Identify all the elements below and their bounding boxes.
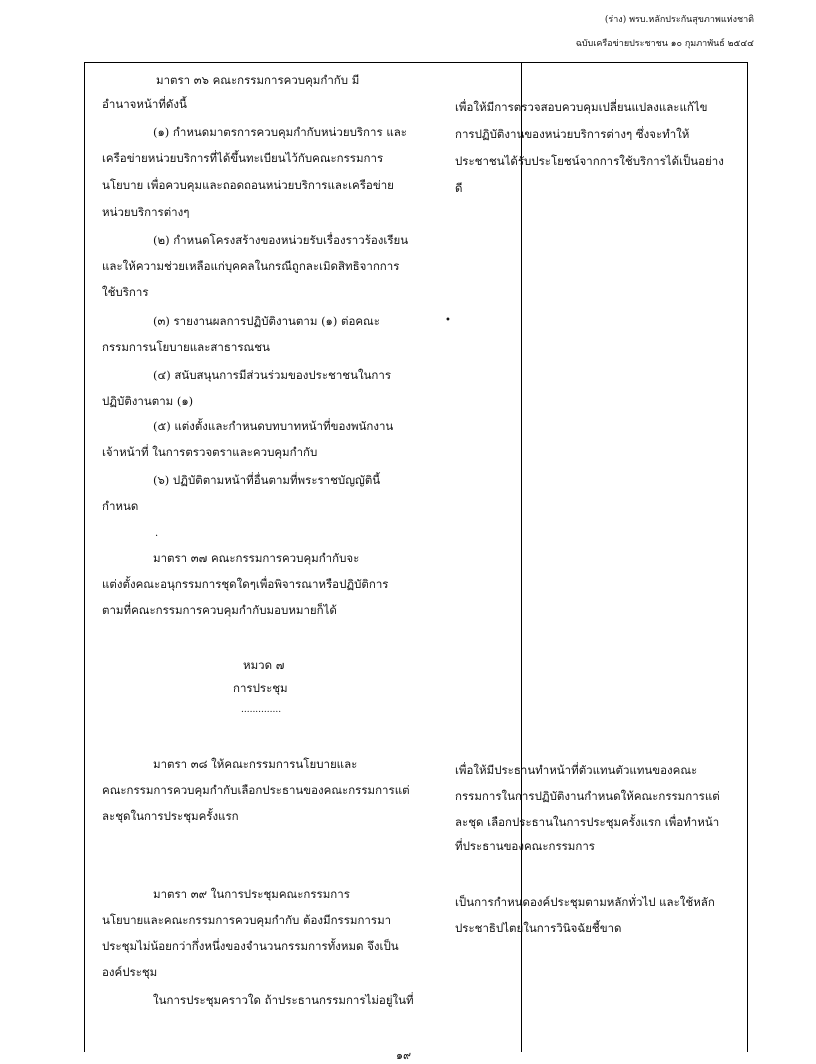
- rationale-36-line-4: ดี: [455, 181, 463, 195]
- page-number: ๑๙: [396, 1049, 412, 1062]
- item-4-line-2: ปฏิบัติงานตาม (๑): [102, 394, 194, 408]
- item-2-line-2: และให้ความช่วยเหลือแก่บุคคลในกรณีถูกละเมิดสิทธิจากการ: [102, 259, 400, 273]
- stray-mark: ·: [155, 531, 159, 542]
- item-2-line-3: ใช้บริการ: [102, 285, 149, 299]
- rationale-38-line-1: เพื่อให้มีประธานทำหน้าที่ตัวแทนตัวแทนของคณะ: [455, 763, 698, 777]
- section-39-line-1: มาตรา ๓๙ ในการประชุมคณะกรรมการ: [153, 887, 350, 901]
- rationale-36-line-2: การปฏิบัติงานของหน่วยบริการต่างๆ ซึ่งจะทำให้: [455, 127, 690, 141]
- rationale-38-line-4: ที่ประธานของคณะกรรมการ: [455, 839, 595, 853]
- section-37-line-2: แต่งตั้งคณะอนุกรรมการชุดใดๆเพื่อพิจารณาหรือปฏิบัติการ: [102, 577, 389, 591]
- section-39-line-4: องค์ประชุม: [102, 965, 158, 979]
- section-39-line-2: นโยบายและคณะกรรมการควบคุมกำกับ ต้องมีกรรมการมา: [102, 913, 392, 927]
- two-column-table: [84, 62, 748, 1052]
- rationale-36-line-3: ประชาชนได้รับประโยชน์จากการใช้บริการได้เป็นอย่าง: [455, 154, 724, 168]
- item-1-line-1: (๑) กำหนดมาตรการควบคุมกำกับหน่วยบริการ และ: [153, 125, 407, 139]
- chapter-heading: หมวด ๗: [243, 658, 285, 672]
- chapter-rule: ..............: [241, 705, 282, 715]
- item-6-line-1: (๖) ปฏิบัติตามหน้าที่อื่นตามที่พระราชบัญญัตินี้: [153, 473, 381, 487]
- chapter-title: การประชุม: [233, 681, 288, 695]
- item-5-line-1: (๕) แต่งตั้งและกำหนดบทบาทหน้าที่ของพนักงาน: [153, 419, 394, 433]
- rationale-38-line-2: กรรมการในการปฏิบัติงานกำหนดให้คณะกรรมการแต่: [455, 789, 720, 803]
- header-line-1: (ร่าง) พรบ.หลักประกันสุขภาพแห่งชาติ: [604, 15, 754, 25]
- section-36-line-1: มาตรา ๓๖ คณะกรรมการควบคุมกำกับ มี: [156, 73, 360, 87]
- section-38-line-2: คณะกรรมการควบคุมกำกับเลือกประธานของคณะกรรมการแต่: [102, 783, 410, 797]
- section-38-line-1: มาตรา ๓๘ ให้คณะกรรมการนโยบายและ: [153, 757, 358, 771]
- item-1-line-2: เครือข่ายหน่วยบริการที่ได้ขึ้นทะเบียนไว้กับคณะกรรมการ: [102, 151, 384, 165]
- section-39-line-3: ประชุมไม่น้อยกว่ากึ่งหนึ่งของจำนวนกรรมการทั้งหมด จึงเป็น: [102, 939, 399, 953]
- item-6-line-2: กำหนด: [102, 499, 139, 513]
- section-38-line-3: ละชุดในการประชุมครั้งแรก: [102, 809, 239, 823]
- item-3-line-2: กรรมการนโยบายและสาธารณชน: [102, 340, 270, 354]
- stray-mark: •: [445, 315, 451, 326]
- item-5-line-2: เจ้าหน้าที่ ในการตรวจตราและควบคุมกำกับ: [102, 445, 318, 459]
- rationale-36-line-1: เพื่อให้มีการตรวจสอบควบคุมเปลี่ยนแปลงและแก้ไข: [455, 100, 708, 114]
- rationale-39-line-2: ประชาธิปไตยในการวินิจฉัยชี้ขาด: [455, 921, 622, 935]
- item-1-line-3: นโยบาย เพื่อควบคุมและถอดถอนหน่วยบริการและเครือข่าย: [102, 178, 394, 192]
- header-line-2: ฉบับเครือข่ายประชาชน ๑๐ กุมภาพันธ์ ๒๕๔๔: [575, 39, 754, 49]
- section-37-line-3: ตามที่คณะกรรมการควบคุมกำกับมอบหมายก็ได้: [102, 603, 337, 617]
- item-3-line-1: (๓) รายงานผลการปฏิบัติงานตาม (๑) ต่อคณะ: [153, 314, 380, 328]
- item-2-line-1: (๒) กำหนดโครงสร้างของหน่วยรับเรื่องราวร้องเรียน: [153, 233, 409, 247]
- item-4-line-1: (๔) สนับสนุนการมีส่วนร่วมของประชาชนในการ: [153, 368, 392, 382]
- rationale-39-line-1: เป็นการกำหนดองค์ประชุมตามหลักทั่วไป และใช้หลัก: [455, 895, 715, 909]
- section-39-line-5: ในการประชุมคราวใด ถ้าประธานกรรมการไม่อยู่ในที่: [153, 993, 414, 1007]
- rationale-38-line-3: ละชุด เลือกประธานในการประชุมครั้งแรก เพื่อทำหน้า: [455, 815, 720, 829]
- section-37-line-1: มาตรา ๓๗ คณะกรรมการควบคุมกำกับจะ: [153, 551, 360, 565]
- section-36-line-2: อำนาจหน้าที่ดังนี้: [102, 97, 187, 111]
- item-1-line-4: หน่วยบริการต่างๆ: [102, 205, 190, 219]
